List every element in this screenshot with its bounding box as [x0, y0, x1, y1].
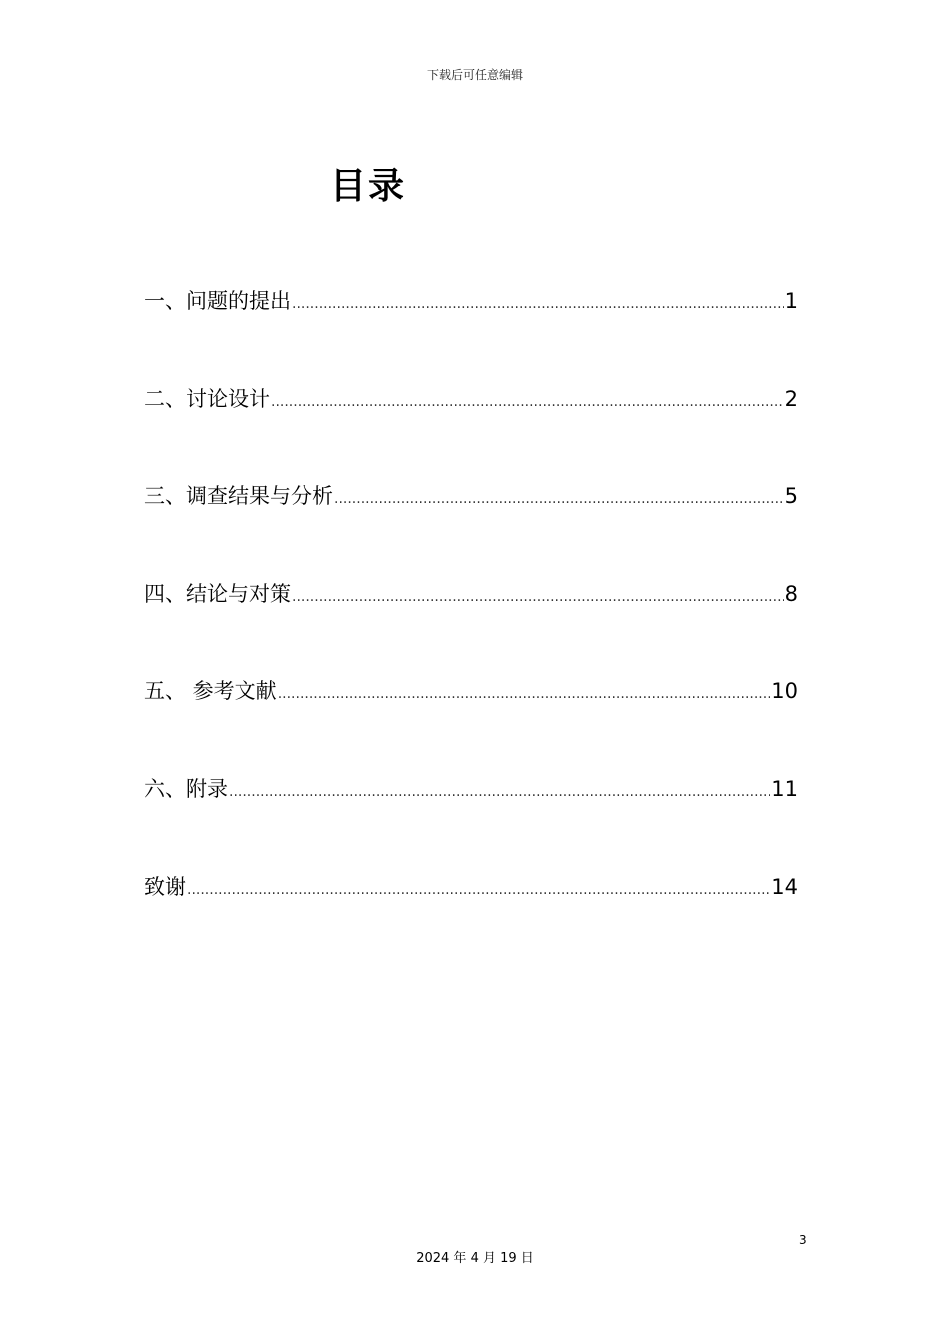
toc-leader-dots	[278, 677, 771, 711]
toc-entry-text: 二、讨论设计	[144, 386, 270, 411]
header-note: 下载后可任意编辑	[426, 68, 523, 82]
toc-entry-page: 5	[784, 484, 798, 509]
toc-leader-dots	[187, 873, 770, 907]
toc-leader-dots	[271, 385, 784, 419]
toc-entry[interactable]	[144, 577, 798, 675]
toc-entry-text: 三、调查结果与分析	[144, 484, 333, 509]
toc-leader-dots	[292, 287, 784, 321]
toc-entry-page: 1	[784, 289, 798, 313]
toc-leader-dots	[292, 580, 784, 614]
toc-entry-page: 2	[784, 386, 798, 411]
toc-entry-page: 11	[771, 776, 798, 801]
toc-entry[interactable]	[144, 479, 798, 577]
toc-entry[interactable]	[144, 772, 798, 870]
toc-list	[144, 284, 798, 967]
toc-leader-dots	[334, 482, 784, 516]
toc-entry-text: 一、问题的提出	[144, 289, 291, 313]
page-number: 3	[799, 1233, 807, 1247]
toc-entry-page: 8	[784, 581, 798, 606]
toc-entry-page: 14	[771, 874, 798, 899]
toc-entry-text: 五、 参考文献	[144, 679, 277, 704]
toc-leader-dots	[229, 775, 770, 809]
toc-entry-text: 四、结论与对策	[144, 581, 291, 606]
toc-entry-text: 六、附录	[144, 776, 228, 801]
toc-entry-page: 10	[771, 679, 798, 704]
toc-entry[interactable]	[144, 870, 798, 968]
toc-entry-text: 致谢	[144, 874, 186, 899]
footer-date: 2024 年 4 月 19 日	[416, 1251, 534, 1266]
toc-entry[interactable]	[144, 382, 798, 480]
toc-entry[interactable]	[144, 284, 798, 382]
toc-title: 目录	[330, 166, 407, 207]
toc-entry[interactable]	[144, 674, 798, 772]
